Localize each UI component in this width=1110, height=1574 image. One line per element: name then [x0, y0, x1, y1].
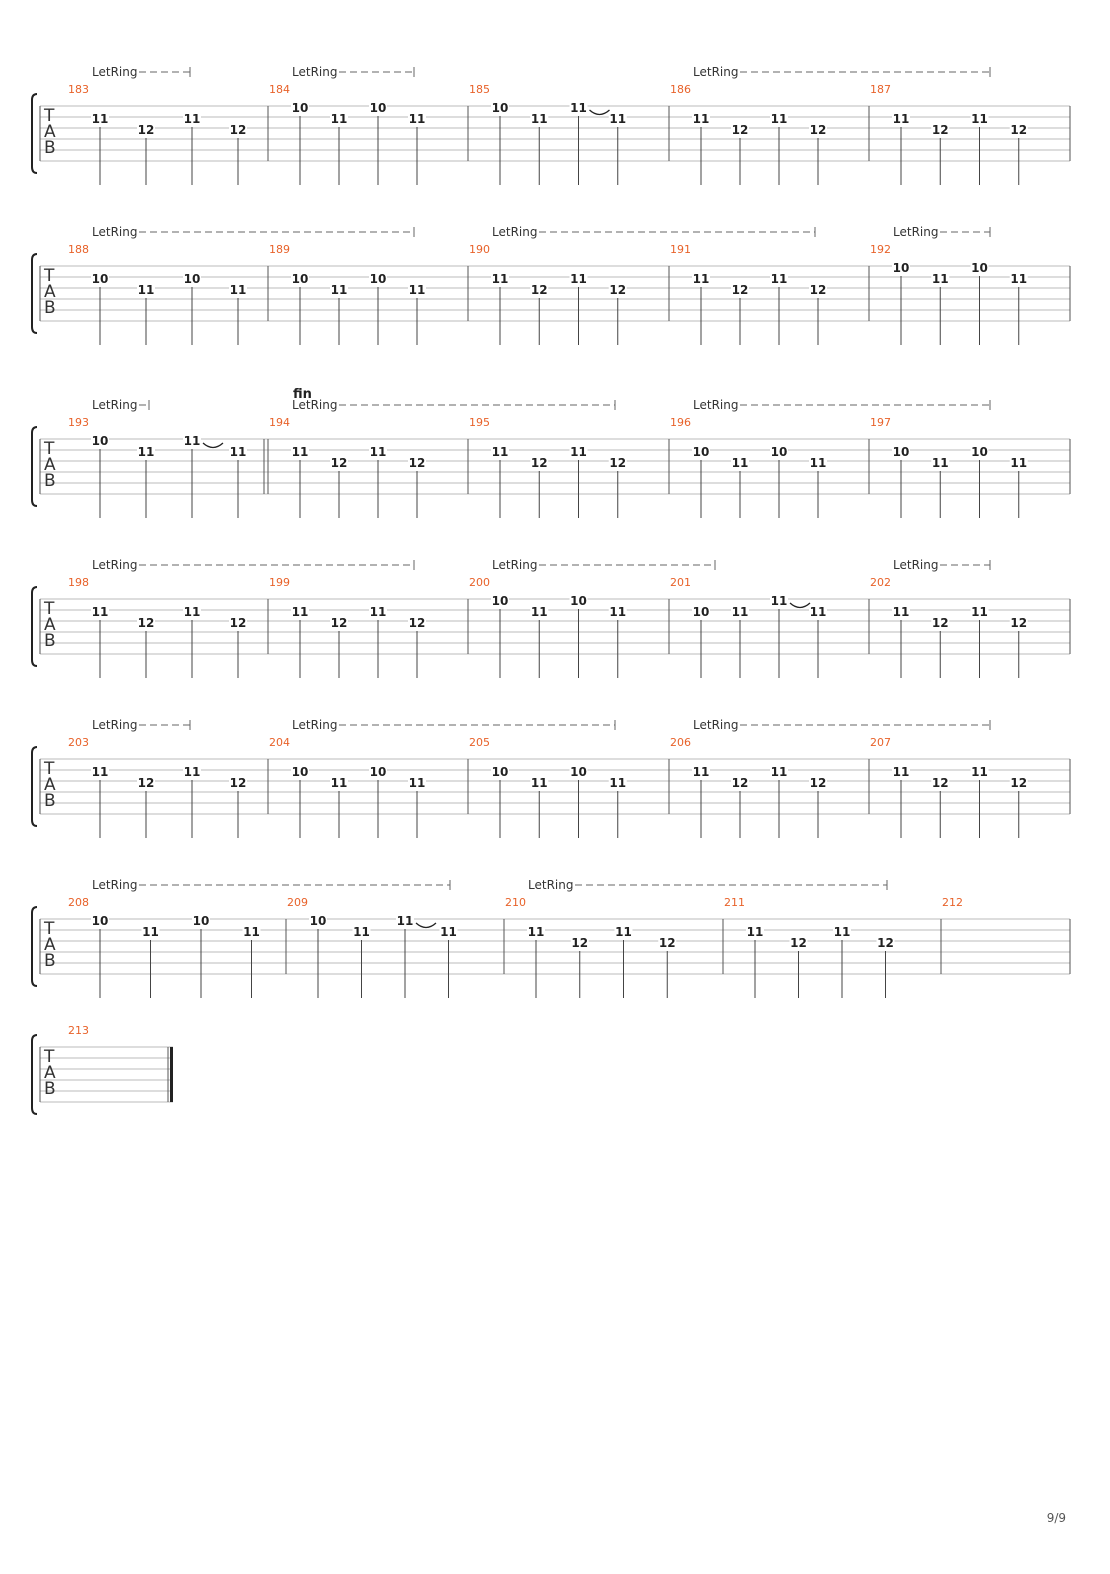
fret-number: 11: [396, 914, 414, 928]
tab-clef-letter: T: [44, 439, 55, 459]
fret-number: 11: [892, 765, 910, 779]
let-ring-label: LetRing: [92, 558, 138, 572]
let-ring-label: LetRing: [693, 398, 739, 412]
fret-number: 12: [1010, 776, 1028, 790]
measure-number: 200: [469, 576, 490, 589]
fret-number: 11: [408, 112, 426, 126]
fret-number: 11: [91, 605, 109, 619]
fret-number: 11: [229, 283, 247, 297]
fret-number: 11: [369, 445, 387, 459]
fret-number: 11: [408, 283, 426, 297]
tab-clef-letter: B: [44, 471, 56, 491]
fret-number: 11: [931, 272, 949, 286]
tab-system-1: [32, 65, 1070, 185]
fret-number: 10: [971, 445, 988, 459]
measure-number: 197: [870, 416, 891, 429]
measure-number: 191: [670, 243, 691, 256]
measure-number: 213: [68, 1024, 89, 1037]
fret-number: 11: [330, 283, 348, 297]
tab-clef-letter: A: [44, 455, 56, 475]
measure-number: 189: [269, 243, 290, 256]
tab-clef-letter: A: [44, 282, 56, 302]
tab-clef-letter: A: [44, 122, 56, 142]
fret-number: 11: [243, 925, 260, 939]
let-ring-label: LetRing: [693, 718, 739, 732]
fret-number: 10: [570, 765, 587, 779]
measure-number: 192: [870, 243, 891, 256]
let-ring-label: LetRing: [693, 65, 739, 79]
fret-number: 12: [1010, 616, 1028, 630]
measure-number: 199: [269, 576, 290, 589]
fret-number: 12: [731, 776, 749, 790]
tab-clef-letter: A: [44, 935, 56, 955]
fret-number: 11: [770, 272, 788, 286]
fret-number: 10: [183, 272, 201, 286]
measure-number: 204: [269, 736, 290, 749]
fret-number: 10: [692, 605, 710, 619]
let-ring-label: LetRing: [292, 398, 338, 412]
fret-number: 11: [770, 594, 788, 608]
tab-clef-letter: T: [44, 599, 55, 619]
measure-number: 185: [469, 83, 490, 96]
fret-number: 12: [530, 283, 548, 297]
fret-number: 11: [330, 112, 348, 126]
system-bracket: [32, 1035, 37, 1114]
fret-number: 10: [291, 272, 309, 286]
measure-number: 194: [269, 416, 290, 429]
system-bracket: [32, 254, 37, 333]
tab-clef-letter: B: [44, 298, 56, 318]
final-barline: [170, 1047, 173, 1102]
system-bracket: [32, 747, 37, 826]
let-ring-label: LetRing: [92, 398, 138, 412]
tab-system-2: [32, 225, 1070, 345]
fret-number: 11: [1010, 272, 1028, 286]
fret-number: 12: [658, 936, 676, 950]
tab-clef-letter: T: [44, 759, 55, 779]
tab-system-3: [32, 387, 1070, 518]
fret-number: 10: [309, 914, 327, 928]
fret-number: 10: [491, 101, 509, 115]
tie-arc: [790, 603, 810, 608]
fret-number: 12: [931, 776, 949, 790]
fret-number: 10: [770, 445, 788, 459]
fret-number: 10: [570, 594, 587, 608]
fret-number: 11: [770, 112, 788, 126]
page-number: 9/9: [1046, 1511, 1066, 1525]
let-ring-label: LetRing: [92, 718, 138, 732]
fret-number: 10: [369, 101, 387, 115]
fret-number: 12: [790, 936, 807, 950]
fret-number: 12: [931, 616, 949, 630]
system-bracket: [32, 94, 37, 173]
measure-number: 210: [505, 896, 526, 909]
fret-number: 11: [892, 605, 910, 619]
tab-clef-letter: B: [44, 791, 56, 811]
measure-number: 207: [870, 736, 891, 749]
measure-number: 201: [670, 576, 691, 589]
fret-number: 11: [91, 112, 109, 126]
fret-number: 12: [731, 123, 749, 137]
tab-clef-letter: B: [44, 138, 56, 158]
fret-number: 12: [408, 456, 426, 470]
fret-number: 11: [291, 445, 309, 459]
measure-number: 206: [670, 736, 691, 749]
fret-number: 11: [609, 776, 627, 790]
tab-clef-letter: A: [44, 1063, 56, 1083]
fret-number: 11: [892, 112, 910, 126]
fret-number: 10: [692, 445, 710, 459]
fret-number: 11: [746, 925, 764, 939]
fret-number: 11: [91, 765, 109, 779]
fret-number: 10: [491, 765, 509, 779]
fret-number: 11: [527, 925, 545, 939]
fret-number: 12: [931, 123, 949, 137]
fret-number: 11: [229, 445, 247, 459]
fret-number: 12: [530, 456, 548, 470]
tab-clef-letter: B: [44, 631, 56, 651]
measure-number: 184: [269, 83, 290, 96]
fret-number: 12: [571, 936, 589, 950]
measure-number: 209: [287, 896, 308, 909]
fret-number: 10: [971, 261, 988, 275]
fret-number: 10: [291, 101, 309, 115]
tab-system-6: [32, 878, 1070, 998]
tab-clef-letter: T: [44, 919, 55, 939]
let-ring-label: LetRing: [528, 878, 574, 892]
measure-number: 198: [68, 576, 89, 589]
fret-number: 12: [330, 616, 348, 630]
tab-system-7: [32, 1024, 173, 1114]
fret-number: 11: [770, 765, 788, 779]
fret-number: 11: [615, 925, 632, 939]
let-ring-label: LetRing: [492, 225, 538, 239]
fret-number: 10: [291, 765, 309, 779]
fret-number: 12: [609, 456, 627, 470]
measure-number: 202: [870, 576, 891, 589]
system-bracket: [32, 427, 37, 506]
fret-number: 12: [137, 123, 155, 137]
fret-number: 11: [530, 776, 548, 790]
fret-number: 10: [91, 434, 109, 448]
fret-number: 10: [91, 272, 109, 286]
fret-number: 10: [91, 914, 109, 928]
tab-clef-letter: T: [44, 106, 55, 126]
fret-number: 11: [491, 272, 509, 286]
fret-number: 11: [491, 445, 509, 459]
fret-number: 11: [731, 456, 749, 470]
fret-number: 12: [229, 123, 247, 137]
fret-number: 11: [408, 776, 426, 790]
fret-number: 12: [137, 616, 155, 630]
measure-number: 212: [942, 896, 963, 909]
let-ring-label: LetRing: [292, 718, 338, 732]
fret-number: 11: [440, 925, 457, 939]
fret-number: 12: [809, 776, 827, 790]
fret-number: 12: [229, 616, 247, 630]
tab-clef-letter: T: [44, 1047, 55, 1067]
measure-number: 196: [670, 416, 691, 429]
fret-number: 11: [530, 605, 548, 619]
fret-number: 11: [530, 112, 548, 126]
fin-marker: fin: [293, 387, 312, 402]
fret-number: 10: [369, 272, 387, 286]
fret-number: 11: [609, 112, 627, 126]
tie-arc: [416, 923, 436, 928]
system-bracket: [32, 587, 37, 666]
measure-number: 186: [670, 83, 691, 96]
fret-number: 12: [877, 936, 894, 950]
tab-clef-letter: B: [44, 951, 56, 971]
fret-number: 12: [809, 123, 827, 137]
tab-clef-letter: A: [44, 775, 56, 795]
fret-number: 10: [892, 261, 910, 275]
fret-number: 11: [692, 272, 710, 286]
fret-number: 10: [192, 914, 210, 928]
fret-number: 12: [731, 283, 749, 297]
fret-number: 11: [183, 112, 201, 126]
measure-number: 193: [68, 416, 89, 429]
fret-number: 11: [971, 605, 988, 619]
fret-number: 11: [971, 112, 988, 126]
fret-number: 12: [809, 283, 827, 297]
fret-number: 10: [491, 594, 509, 608]
tab-clef-letter: T: [44, 266, 55, 286]
fret-number: 11: [183, 434, 201, 448]
let-ring-label: LetRing: [92, 65, 138, 79]
let-ring-label: LetRing: [92, 225, 138, 239]
fret-number: 11: [137, 445, 155, 459]
fret-number: 10: [369, 765, 387, 779]
measure-number: 195: [469, 416, 490, 429]
measure-number: 205: [469, 736, 490, 749]
fret-number: 11: [183, 765, 201, 779]
measure-number: 183: [68, 83, 89, 96]
fret-number: 11: [369, 605, 387, 619]
measure-number: 208: [68, 896, 89, 909]
fret-number: 11: [809, 456, 827, 470]
fret-number: 11: [833, 925, 851, 939]
measure-number: 190: [469, 243, 490, 256]
measure-number: 188: [68, 243, 89, 256]
fret-number: 11: [183, 605, 201, 619]
fret-number: 11: [692, 765, 710, 779]
tab-system-5: [32, 718, 1070, 838]
tab-clef-letter: A: [44, 615, 56, 635]
measure-number: 203: [68, 736, 89, 749]
let-ring-label: LetRing: [292, 65, 338, 79]
tie-arc: [590, 110, 610, 115]
fret-number: 11: [692, 112, 710, 126]
measure-number: 187: [870, 83, 891, 96]
fret-number: 11: [570, 445, 587, 459]
fret-number: 11: [1010, 456, 1028, 470]
system-bracket: [32, 907, 37, 986]
measure-number: 211: [724, 896, 745, 909]
fret-number: 12: [229, 776, 247, 790]
let-ring-label: LetRing: [492, 558, 538, 572]
let-ring-label: LetRing: [893, 558, 939, 572]
fret-number: 11: [731, 605, 749, 619]
fret-number: 11: [971, 765, 988, 779]
fret-number: 12: [609, 283, 627, 297]
fret-number: 11: [137, 283, 155, 297]
fret-number: 11: [609, 605, 627, 619]
tab-clef-letter: B: [44, 1079, 56, 1099]
fret-number: 10: [892, 445, 910, 459]
fret-number: 11: [291, 605, 309, 619]
fret-number: 11: [931, 456, 949, 470]
fret-number: 12: [408, 616, 426, 630]
fret-number: 11: [570, 101, 587, 115]
fret-number: 11: [353, 925, 370, 939]
fret-number: 12: [137, 776, 155, 790]
let-ring-label: LetRing: [92, 878, 138, 892]
fret-number: 11: [330, 776, 348, 790]
fret-number: 12: [1010, 123, 1028, 137]
let-ring-label: LetRing: [893, 225, 939, 239]
fret-number: 12: [330, 456, 348, 470]
tab-system-4: [32, 558, 1070, 678]
fret-number: 11: [570, 272, 587, 286]
fret-number: 11: [142, 925, 159, 939]
tie-arc: [203, 443, 223, 448]
fret-number: 11: [809, 605, 827, 619]
